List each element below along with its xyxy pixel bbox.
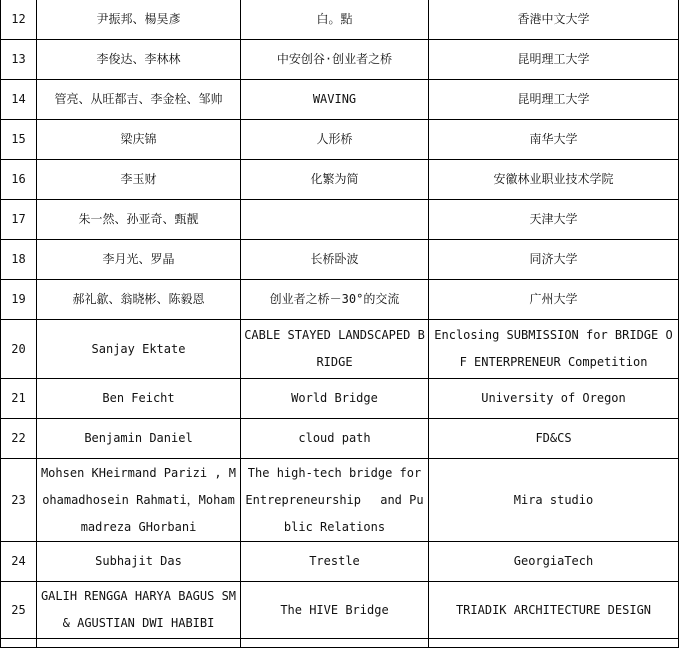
row-number: 16 — [1, 160, 37, 200]
author-cell: 李月光、罗晶 — [37, 240, 241, 280]
work-title-cell: World Bridge — [241, 379, 429, 419]
work-title-cell: WAVING — [241, 80, 429, 120]
table-row — [1, 542, 679, 582]
institution-cell: 安徽林业职业技术学院 — [429, 160, 679, 200]
author-cell — [37, 639, 241, 648]
institution-cell: 同济大学 — [429, 240, 679, 280]
table-row — [1, 379, 679, 419]
row-number: 21 — [1, 379, 37, 419]
institution-cell: TRIADIK ARCHITECTURE DESIGN — [429, 582, 679, 639]
table-row — [1, 320, 679, 379]
table-row — [1, 280, 679, 320]
work-title-cell: The high-tech bridge for Entrepreneurship and Public Relations — [241, 459, 429, 542]
author-cell: Benjamin Daniel — [37, 419, 241, 459]
work-title-cell: 白。點 — [241, 0, 429, 40]
row-number — [1, 639, 37, 648]
author-cell: 朱一然、孙亚奇、甄靓 — [37, 200, 241, 240]
row-number: 18 — [1, 240, 37, 280]
row-number: 24 — [1, 542, 37, 582]
author-cell: Mohsen KHeirmand Parizi , Mohamadhosein Rahmati，Mohammadreza GHorbani — [37, 459, 241, 542]
institution-cell: Enclosing SUBMISSION for BRIDGE OF ENTERPRENEUR Competition — [429, 320, 679, 379]
row-number: 17 — [1, 200, 37, 240]
author-cell: 梁庆锦 — [37, 120, 241, 160]
work-title-cell: 人形桥 — [241, 120, 429, 160]
work-title-cell: The HIVE Bridge — [241, 582, 429, 639]
work-title-cell: 中安创谷·创业者之桥 — [241, 40, 429, 80]
institution-cell: FD&CS — [429, 419, 679, 459]
row-number: 15 — [1, 120, 37, 160]
institution-cell: 广州大学 — [429, 280, 679, 320]
table-row — [1, 80, 679, 120]
author-cell: Ben Feicht — [37, 379, 241, 419]
work-title-cell: 创业者之桥－30°的交流 — [241, 280, 429, 320]
work-title-cell: 化繁为简 — [241, 160, 429, 200]
author-cell: 李俊达、李林林 — [37, 40, 241, 80]
institution-cell: University of Oregon — [429, 379, 679, 419]
author-cell: Sanjay Ektate — [37, 320, 241, 379]
table-row — [1, 582, 679, 639]
table-row — [1, 160, 679, 200]
institution-cell — [429, 639, 679, 648]
row-number: 20 — [1, 320, 37, 379]
work-title-cell: Trestle — [241, 542, 429, 582]
institution-cell: 昆明理工大学 — [429, 80, 679, 120]
work-title-cell — [241, 200, 429, 240]
table-row — [1, 459, 679, 542]
table-row — [1, 40, 679, 80]
row-number: 19 — [1, 280, 37, 320]
results-table-body — [1, 0, 679, 648]
work-title-cell: CABLE STAYED LANDSCAPED BRIDGE — [241, 320, 429, 379]
table-row — [1, 120, 679, 160]
author-cell: Subhajit Das — [37, 542, 241, 582]
row-number: 13 — [1, 40, 37, 80]
author-cell: 管亮、从旺都吉、李金栓、邹帅 — [37, 80, 241, 120]
table-row — [1, 200, 679, 240]
work-title-cell: cloud path — [241, 419, 429, 459]
row-number: 14 — [1, 80, 37, 120]
author-cell: GALIH RENGGA HARYA BAGUS SM & AGUSTIAN DWI HABIBI — [37, 582, 241, 639]
work-title-cell — [241, 639, 429, 648]
author-cell: 李玉财 — [37, 160, 241, 200]
institution-cell: Mira studio — [429, 459, 679, 542]
institution-cell: 昆明理工大学 — [429, 40, 679, 80]
author-cell: 尹振邦、楊昊彥 — [37, 0, 241, 40]
institution-cell: 香港中文大学 — [429, 0, 679, 40]
row-number: 22 — [1, 419, 37, 459]
table-row — [1, 419, 679, 459]
table-row — [1, 0, 679, 40]
institution-cell: 天津大学 — [429, 200, 679, 240]
institution-cell: 南华大学 — [429, 120, 679, 160]
institution-cell: GeorgiaTech — [429, 542, 679, 582]
author-cell: 郝礼歙、翁晓彬、陈毅恩 — [37, 280, 241, 320]
row-number: 23 — [1, 459, 37, 542]
table-row — [1, 240, 679, 280]
table-row — [1, 639, 679, 648]
row-number: 12 — [1, 0, 37, 40]
row-number: 25 — [1, 582, 37, 639]
work-title-cell: 长桥卧波 — [241, 240, 429, 280]
